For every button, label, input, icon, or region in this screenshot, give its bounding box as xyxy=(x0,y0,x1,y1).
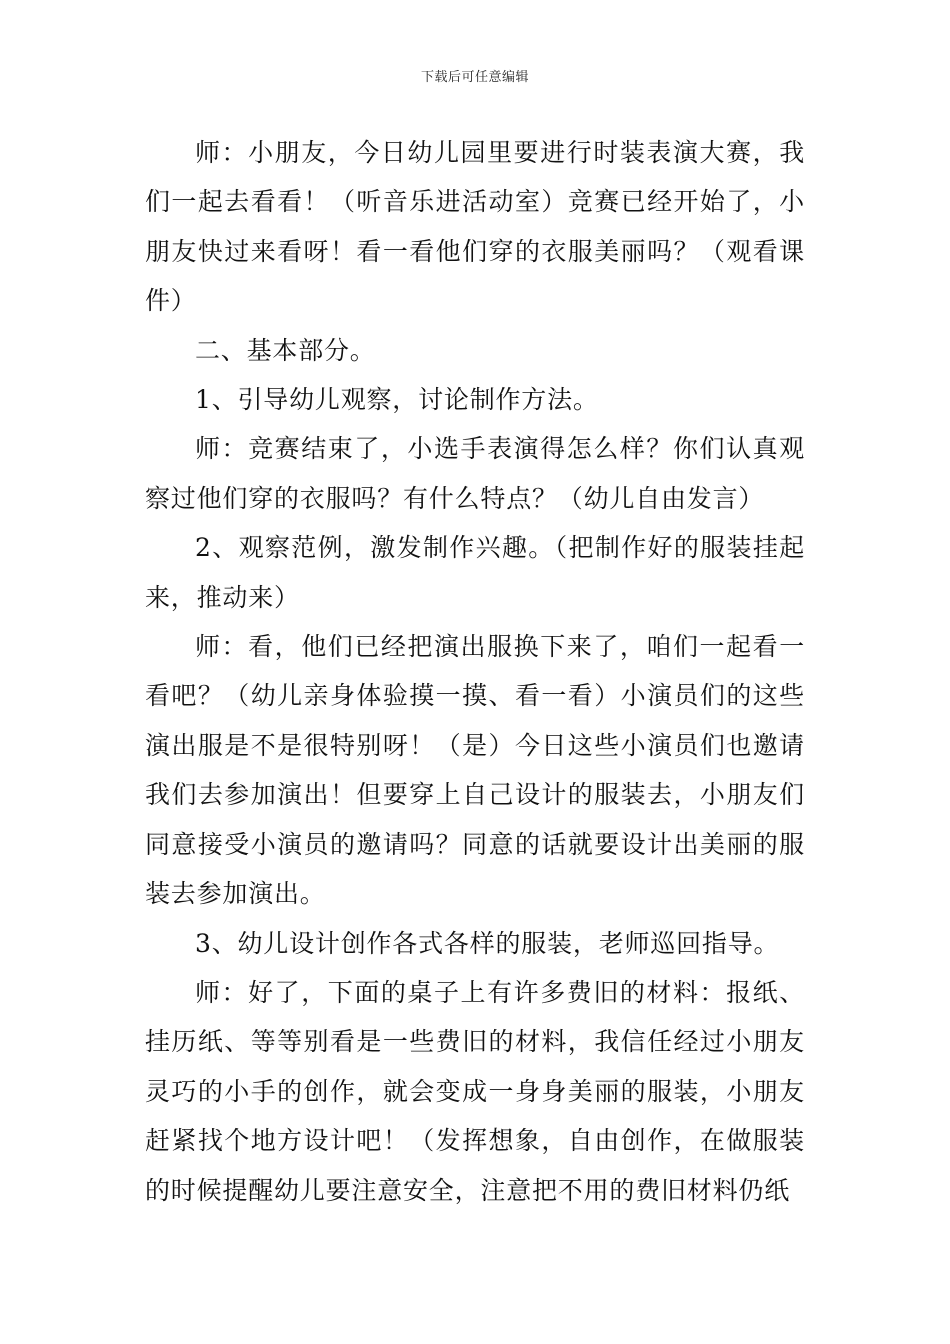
step-1-heading: 1、引导幼儿观察，讨论制作方法。 xyxy=(195,385,599,415)
paragraph-intro-dialogue: 师：小朋友，今日幼儿园里要进行时装表演大赛，我们一起去看看！（听音乐进活动室）竞赛已经开始了，小朋友快过来看呀！看一看他们穿的衣服美丽吗？（观看课件） xyxy=(145,138,805,316)
section-heading-basic-part: 二、基本部分。 xyxy=(195,335,376,365)
paragraph-materials: 师：好了，下面的桌子上有许多费旧的材料：报纸、挂历纸、等等别看是一些费旧的材料，我信任经过小朋友灵巧的小手的创作，就会变成一身身美丽的服装，小朋友赶紧找个地方设计吧！（发挥想象，自由创作，在做服装的时候提醒幼儿要注意安全，注意把不用的费旧材料仍纸 xyxy=(145,977,805,1205)
step-3-heading: 3、幼儿设计创作各式各样的服装，老师巡回指导。 xyxy=(195,928,780,958)
step-2-heading: 2、观察范例，激发制作兴趣。（把制作好的服装挂起来，推动来） xyxy=(145,533,805,612)
page-header: 下载后可任意编辑 xyxy=(420,70,529,85)
paragraph-performance-costumes: 师：看，他们已经把演出服换下来了，咱们一起看一看吧？（幼儿亲身体验摸一摸、看一看）小演员们的这些演出服是不是很特别呀！（是）今日这些小演员们也邀请我们去参加演出！但要穿上自己设计的服装去，小朋友们同意接受小演员的邀请吗？同意的话就要设计出美丽的服装去参加演出。 xyxy=(145,632,805,909)
document-body xyxy=(145,128,805,1215)
paragraph-competition-ended: 师：竞赛结束了，小选手表演得怎么样？你们认真观察过他们穿的衣服吗？有什么特点？（幼儿自由发言） xyxy=(145,434,805,513)
